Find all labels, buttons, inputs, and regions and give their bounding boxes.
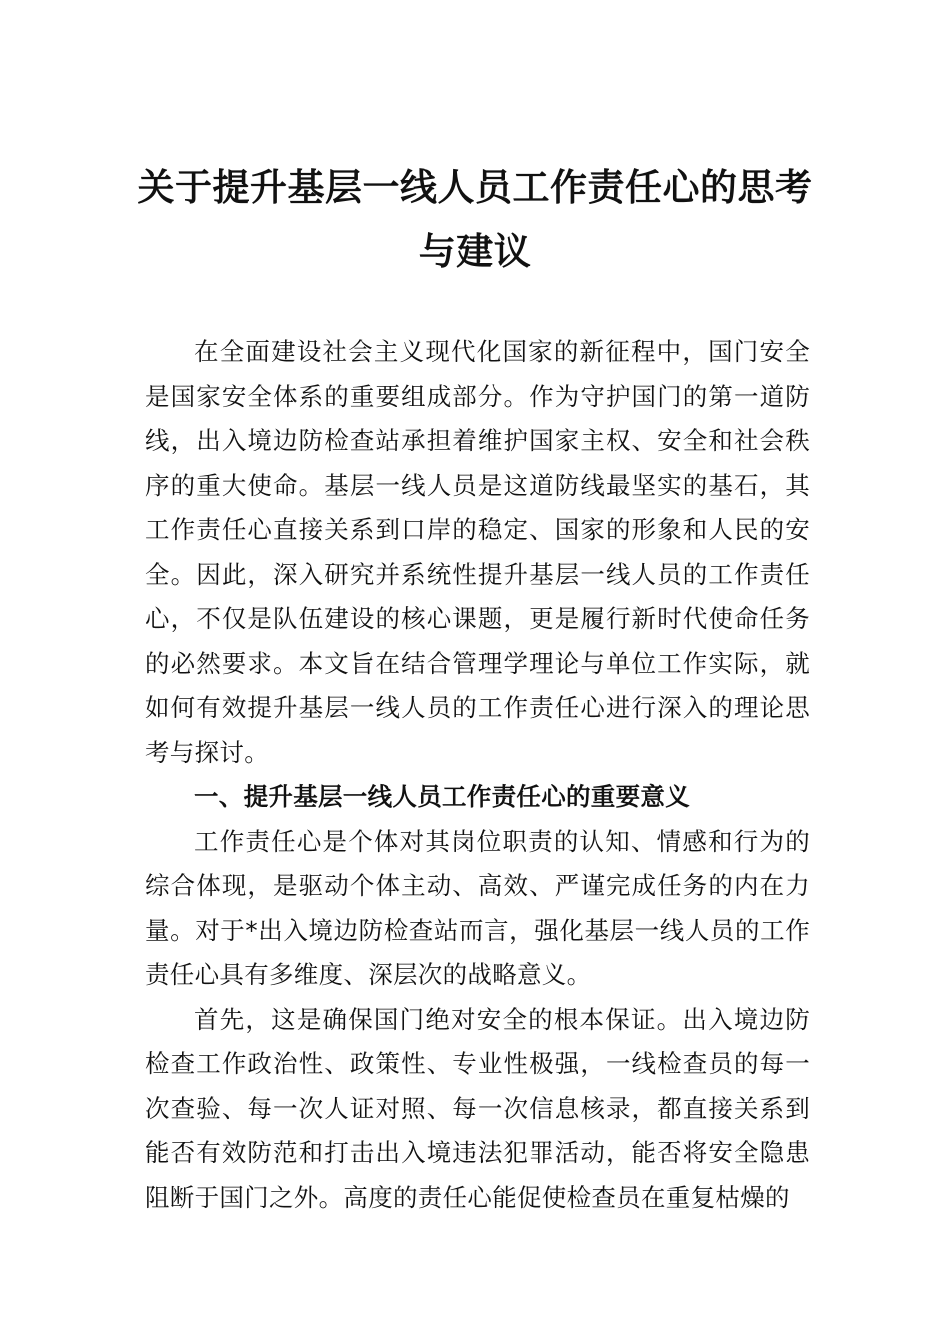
document-body	[145, 330, 810, 1220]
title-line-2: 与建议	[418, 229, 532, 273]
title-line-1: 关于提升基层一线人员工作责任心的思考	[137, 165, 813, 209]
section-paragraph-1: 工作责任心是个体对其岗位职责的认知、情感和行为的综合体现，是驱动个体主动、高效、严谨完成任务的内在力量。对于*出入境边防检查站而言，强化基层一线人员的工作责任心具有多维度、深层次的战略意义。	[145, 826, 810, 989]
section-paragraph-2: 首先，这是确保国门绝对安全的根本保证。出入境边防检查工作政治性、政策性、专业性极强，一线检查员的每一次查验、每一次人证对照、每一次信息核录，都直接关系到能否有效防范和打击出入境违法犯罪活动，能否将安全隐患阻断于国门之外。高度的责任心能促使检查员在重复枯燥的	[145, 1004, 810, 1212]
section-heading: 一、提升基层一线人员工作责任心的重要意义	[194, 782, 690, 811]
document-title	[120, 155, 830, 283]
intro-paragraph: 在全面建设社会主义现代化国家的新征程中，国门安全是国家安全体系的重要组成部分。作为守护国门的第一道防线，出入境边防检查站承担着维护国家主权、安全和社会秩序的重大使命。基层一线人员是这道防线最坚实的基石，其工作责任心直接关系到口岸的稳定、国家的形象和人民的安全。因此，深入研究并系统性提升基层一线人员的工作责任心，不仅是队伍建设的核心课题，更是履行新时代使命任务的必然要求。本文旨在结合管理学理论与单位工作实际，就如何有效提升基层一线人员的工作责任心进行深入的理论思考与探讨。	[145, 337, 810, 767]
